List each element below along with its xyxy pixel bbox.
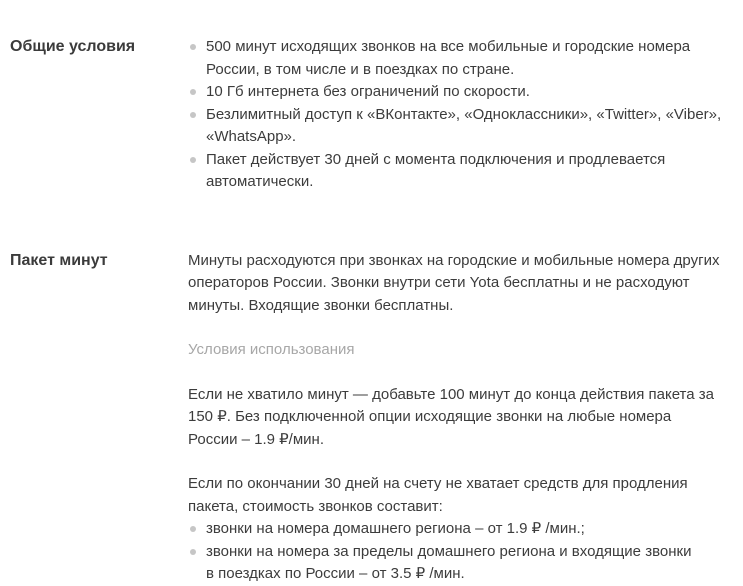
- call-rates-list: [188, 518, 725, 586]
- bullet-icon: [190, 44, 196, 50]
- bullet-icon: [190, 112, 196, 118]
- list-item: [188, 81, 725, 104]
- bullet-icon: [190, 89, 196, 95]
- bullet-icon: [190, 526, 196, 532]
- section-title-general-conditions: Общие условия: [10, 38, 136, 55]
- general-conditions-list: [188, 36, 725, 194]
- bullet-icon: [190, 157, 196, 163]
- list-item: [188, 518, 725, 541]
- list-item-text: 500 минут исходящих звонков на все мобильные и городские номера России, в том числе и в поездках по стране.: [206, 38, 691, 78]
- list-item: [188, 104, 725, 149]
- list-item: [188, 36, 725, 81]
- list-item-text: Пакет действует 30 дней с момента подключения и продлевается автоматически.: [206, 150, 666, 190]
- list-item: [188, 541, 725, 586]
- minutes-package-content: [188, 250, 725, 586]
- section-minutes-package: [10, 250, 725, 586]
- list-item-text: Безлимитный доступ к «ВКонтакте», «Одноклассники», «Twitter», «Viber», «WhatsApp».: [206, 105, 722, 145]
- list-item-text: звонки на номера домашнего региона – от 1.9 ₽ /мин.;: [206, 520, 585, 537]
- renewal-paragraph: Если по окончании 30 дней на счету не хватает средств для продления пакета, стоимость звонков составит:: [188, 475, 688, 515]
- add-minutes-option-paragraph: Если не хватило минут — добавьте 100 минут до конца действия пакета за 150 ₽. Без подключенной опции исходящие звонки на любые номера России – 1.9 ₽/мин.: [188, 385, 714, 448]
- bullet-icon: [190, 549, 196, 555]
- minutes-intro-paragraph: Минуты расходуются при звонках на городские и мобильные номера других операторов России. Звонки внутри сети Yota бесплатны и не расходуют минуты. Входящие звонки бесплатны.: [188, 251, 720, 314]
- list-item-text: 10 Гб интернета без ограничений по скорости.: [206, 83, 530, 100]
- list-item: [188, 149, 725, 194]
- usage-terms-subheading: Условия использования: [188, 341, 355, 358]
- general-conditions-content: [188, 36, 725, 194]
- section-general-conditions: [10, 36, 725, 194]
- section-title-minutes-package: Пакет минут: [10, 251, 108, 269]
- list-item-text: звонки на номера за пределы домашнего региона и входящие звонки в поездках по России – от 3.5 ₽ /мин.: [206, 542, 692, 582]
